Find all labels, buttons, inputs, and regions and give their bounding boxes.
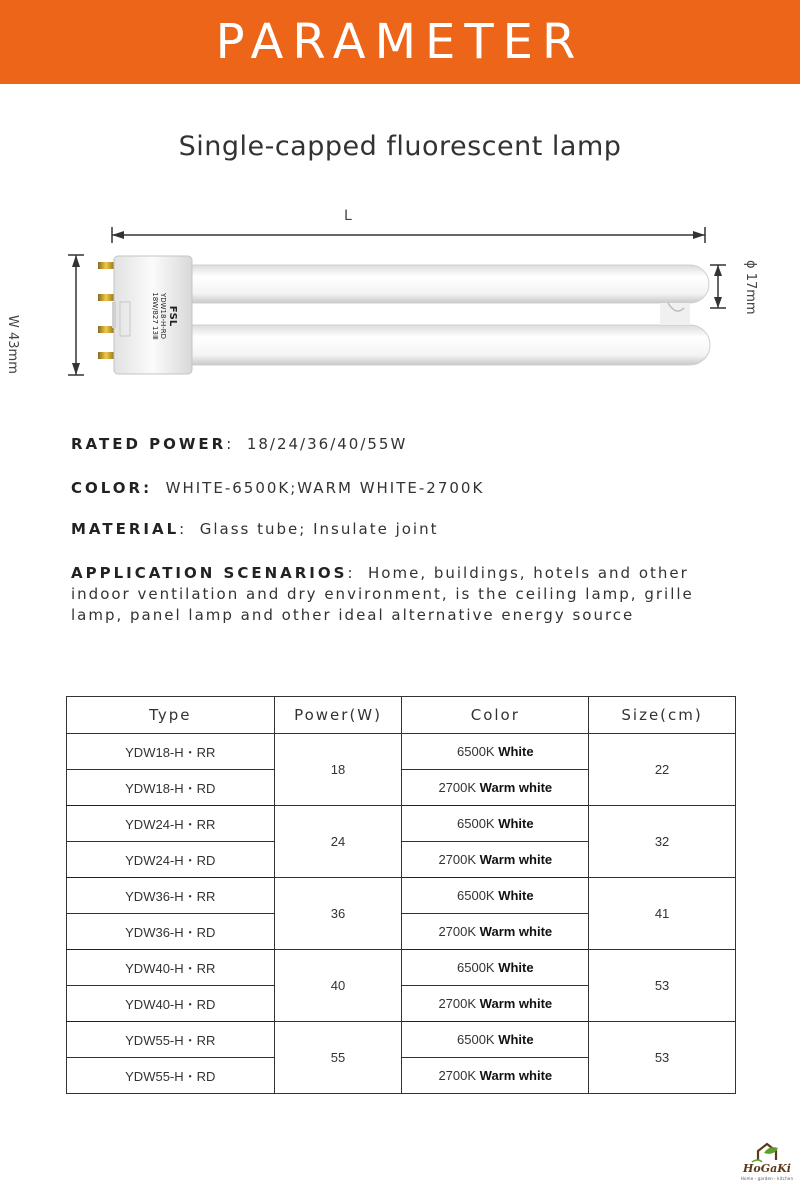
table-row [67, 1022, 736, 1058]
color-cell: 2700K Warm white [402, 914, 589, 950]
type-cell: YDW40-H・RR [67, 950, 275, 986]
lamp-print-text [151, 276, 178, 356]
lamp-code: 13Ⅲ [151, 326, 159, 340]
power-cell: 24 [274, 806, 402, 878]
spec-material: MATERIAL: Glass tube; Insulate joint [71, 520, 439, 538]
type-cell: YDW40-H・RD [67, 986, 275, 1022]
power-cell: 36 [274, 878, 402, 950]
color-cell: 6500K White [402, 950, 589, 986]
table-row [67, 806, 736, 842]
spec-material-label: MATERIAL [71, 520, 180, 538]
table-row [67, 950, 736, 986]
header-size: Size(cm) [589, 697, 736, 734]
spec-material-value: Glass tube; Insulate joint [199, 520, 439, 538]
type-cell: YDW24-H・RD [67, 842, 275, 878]
color-cell: 6500K White [402, 734, 589, 770]
type-cell: YDW24-H・RR [67, 806, 275, 842]
table-body [67, 734, 736, 1094]
lamp-spec: 18W/827 [151, 292, 159, 324]
type-cell: YDW55-H・RD [67, 1058, 275, 1094]
color-cell: 2700K Warm white [402, 770, 589, 806]
logo-name: HoGaKi [743, 1162, 791, 1175]
size-cell: 53 [589, 950, 736, 1022]
lamp-brand: FSL [167, 305, 178, 327]
header-power: Power(W) [274, 697, 402, 734]
lamp-illustration [0, 190, 800, 400]
size-cell: 41 [589, 878, 736, 950]
spec-application-line2: indoor ventilation and dry environment, is the ceiling lamp, grille [71, 585, 694, 603]
width-label: W 43mm [5, 315, 20, 374]
spec-power-value: 18/24/36/40/55W [246, 435, 408, 453]
type-cell: YDW55-H・RR [67, 1022, 275, 1058]
product-subtitle: Single-capped fluorescent lamp [178, 131, 622, 162]
page-title: PARAMETER [215, 14, 585, 70]
parameter-table [66, 696, 736, 1094]
spec-application: APPLICATION SCENARIOS: Home, buildings, hotels and other indoor ventilation and dry environment, is the ceiling lamp, grille lamp, panel lamp and other ideal alternative energy source [71, 563, 761, 626]
color-cell: 2700K Warm white [402, 986, 589, 1022]
spec-color-label: COLOR: [71, 479, 153, 497]
spec-power-label: RATED POWER [71, 435, 227, 453]
spec-color-value: WHITE-6500K;WARM WHITE-2700K [165, 479, 485, 497]
type-cell: YDW18-H・RD [67, 770, 275, 806]
power-cell: 18 [274, 734, 402, 806]
type-cell: YDW36-H・RR [67, 878, 275, 914]
lamp-pins [98, 262, 114, 359]
lamp-diagram [0, 190, 800, 400]
color-cell: 6500K White [402, 1022, 589, 1058]
size-cell: 22 [589, 734, 736, 806]
color-cell: 6500K White [402, 878, 589, 914]
header-banner [0, 0, 800, 84]
type-cell: YDW18-H・RR [67, 734, 275, 770]
spec-color [71, 478, 761, 499]
upper-tube [190, 265, 709, 303]
size-cell: 53 [589, 1022, 736, 1094]
power-cell: 55 [274, 1022, 402, 1094]
color-cell: 2700K Warm white [402, 1058, 589, 1094]
table-row [67, 734, 736, 770]
power-cell: 40 [274, 950, 402, 1022]
header-type: Type [67, 697, 275, 734]
color-cell: 6500K White [402, 806, 589, 842]
spec-application-line3: lamp, panel lamp and other ideal alternative energy source [71, 606, 635, 624]
table-header-row [67, 697, 736, 734]
brand-logo [738, 1140, 796, 1188]
spec-rated-power: RATED POWER: 18/24/36/40/55W [71, 435, 408, 453]
spec-application-line1: Home, buildings, hotels and other [368, 564, 689, 582]
table-row [67, 878, 736, 914]
color-cell: 2700K Warm white [402, 842, 589, 878]
length-label: L [344, 208, 352, 224]
house-leaf-icon [738, 1140, 796, 1164]
type-cell: YDW36-H・RD [67, 914, 275, 950]
size-cell: 32 [589, 806, 736, 878]
lamp-model: YDW18-H-RD [159, 292, 167, 340]
spec-application-label: APPLICATION SCENARIOS [71, 564, 348, 582]
diameter-label: ϕ 17mm [743, 260, 758, 315]
lower-tube [190, 325, 710, 365]
header-color: Color [402, 697, 589, 734]
logo-tagline: Home・garden・kitchen [740, 1176, 794, 1181]
